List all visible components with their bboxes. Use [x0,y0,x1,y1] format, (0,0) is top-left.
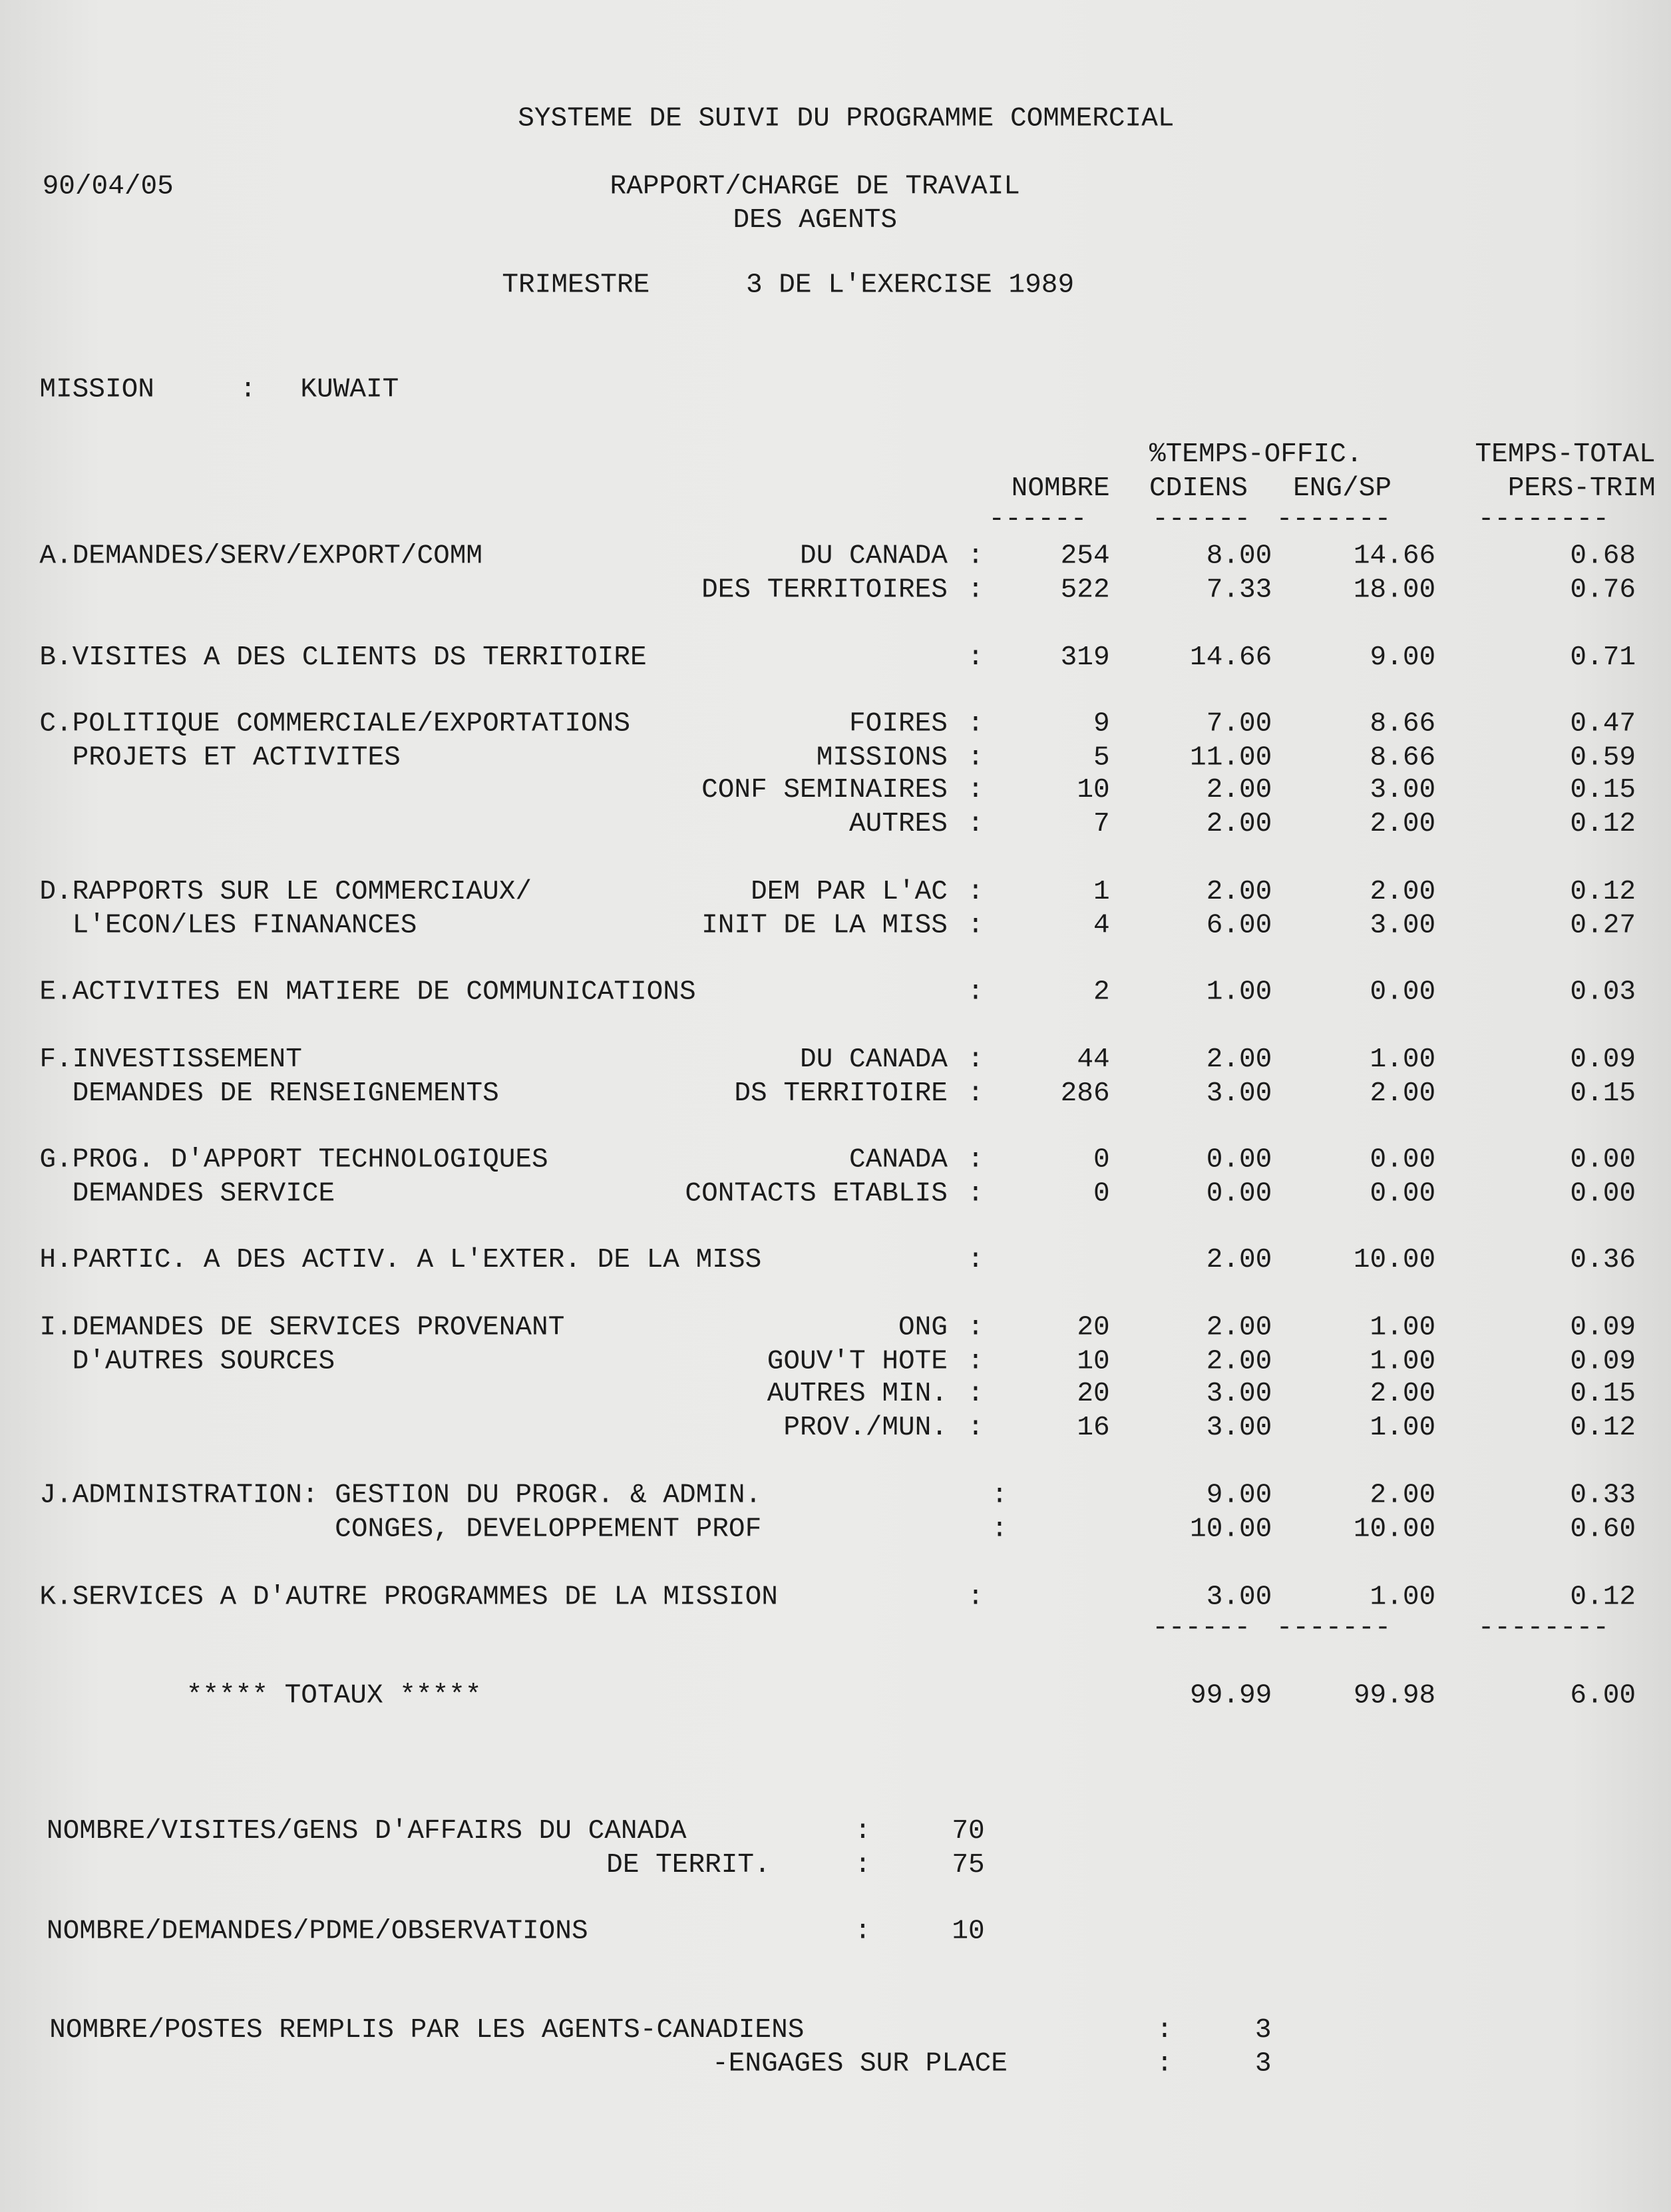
perstrim-rule: -------- [1477,503,1609,535]
row-nombre: 20 [1077,1311,1110,1343]
row-engsp: 1.00 [1370,1412,1436,1443]
row-engsp: 8.66 [1370,708,1436,740]
row-label: I.DEMANDES DE SERVICES PROVENANT [39,1311,565,1343]
row-colon: : [967,573,984,605]
row-colon: : [967,642,984,673]
row-cdiens: 2.00 [1206,1044,1272,1075]
row-colon: : [967,540,984,572]
row-nombre: 286 [1060,1077,1110,1108]
perstrim-total-rule: -------- [1477,1612,1609,1644]
row-perstrim: 0.12 [1570,1581,1636,1613]
row-nombre: 254 [1060,540,1110,572]
totals-engsp: 99.98 [1353,1679,1436,1711]
row-colon: : [967,909,984,941]
row-perstrim: 0.36 [1570,1243,1636,1275]
row-engsp: 1.00 [1370,1311,1436,1343]
row-perstrim: 0.09 [1570,1345,1636,1377]
row-engsp: 0.00 [1370,976,1436,1007]
pdme-label: NOMBRE/DEMANDES/PDME/OBSERVATIONS [46,1915,588,1947]
row-sublabel: CONF SEMINAIRES [701,775,948,806]
row-perstrim: 0.00 [1570,1177,1636,1209]
row-label: J.ADMINISTRATION: GESTION DU PROGR. & ADMIN. [39,1479,762,1511]
row-engsp: 2.00 [1370,1479,1436,1511]
row-cdiens: 3.00 [1206,1077,1272,1108]
row-sublabel: DU CANADA [800,1044,948,1075]
postes-value: 3 [1254,2014,1272,2046]
row-label: D.RAPPORTS SUR LE COMMERCIAUX/ [39,875,532,907]
engsp-rule: ------- [1276,503,1392,535]
row-cdiens: 2.00 [1206,808,1272,840]
row-engsp: 1.00 [1370,1345,1436,1377]
row-engsp: 1.00 [1370,1581,1436,1613]
row-engsp: 9.00 [1370,642,1436,673]
row-cdiens: 9.00 [1206,1479,1272,1511]
row-label: D'AUTRES SOURCES [39,1345,335,1377]
row-cdiens: 2.00 [1206,1311,1272,1343]
row-cdiens: 7.33 [1206,573,1272,605]
row-cdiens: 6.00 [1206,909,1272,941]
row-engsp: 18.00 [1353,573,1436,605]
row-label: H.PARTIC. A DES ACTIV. A L'EXTER. DE LA MISS [39,1243,762,1275]
row-perstrim: 0.76 [1570,573,1636,605]
row-label: A.DEMANDES/SERV/EXPORT/COMM [39,540,483,572]
row-nombre: 7 [1093,808,1110,840]
row-nombre: 10 [1077,1345,1110,1377]
row-perstrim: 0.09 [1570,1311,1636,1343]
row-cdiens: 0.00 [1206,1177,1272,1209]
row-label: G.PROG. D'APPORT TECHNOLOGIQUES [39,1144,548,1176]
row-nombre: 10 [1077,775,1110,806]
row-nombre: 1 [1093,875,1110,907]
row-cdiens: 1.00 [1206,976,1272,1007]
perstrim-header: PERS-TRIM [1507,472,1656,504]
row-label: C.POLITIQUE COMMERCIALE/EXPORTATIONS [39,708,630,740]
row-perstrim: 0.33 [1570,1479,1636,1511]
engsp-total-rule: ------- [1276,1612,1392,1644]
row-perstrim: 0.71 [1570,642,1636,673]
mission-separator: : [240,373,256,405]
row-cdiens: 7.00 [1206,708,1272,740]
row-cdiens: 3.00 [1206,1412,1272,1443]
report-title-line-2: DES AGENTS [733,204,898,236]
quarter-value: 3 DE L'EXERCISE 1989 [745,269,1075,301]
row-cdiens: 2.00 [1206,775,1272,806]
row-colon: : [967,775,984,806]
report-title-line-1: RAPPORT/CHARGE DE TRAVAIL [610,170,1020,202]
row-sublabel: FOIRES [849,708,948,740]
row-cdiens: 14.66 [1190,642,1272,673]
visits-territ-label: DE TERRIT. [606,1849,771,1880]
row-colon: : [967,808,984,840]
engsp-header: ENG/SP [1293,472,1392,504]
row-label: CONGES, DEVELOPPEMENT PROF [39,1513,762,1544]
cdiens-total-rule: ------ [1152,1612,1251,1644]
row-cdiens: 10.00 [1190,1513,1272,1544]
row-perstrim: 0.15 [1570,1077,1636,1108]
row-engsp: 1.00 [1370,1044,1436,1075]
mission-label: MISSION [39,373,154,405]
pct-time-header: %TEMPS-OFFIC. [1149,439,1363,470]
row-nombre: 319 [1060,642,1110,673]
totals-label: ***** TOTAUX ***** [186,1679,482,1711]
row-sublabel: GOUV'T HOTE [767,1345,948,1377]
engages-value: 3 [1254,2048,1272,2080]
row-perstrim: 0.68 [1570,540,1636,572]
visits-label: NOMBRE/VISITES/GENS D'AFFAIRS DU CANADA [46,1815,687,1847]
row-label: DEMANDES DE RENSEIGNEMENTS [39,1077,499,1108]
report-date: 90/04/05 [42,170,174,202]
nombre-rule: ------ [988,503,1087,535]
mission-value: KUWAIT [300,373,399,405]
row-colon: : [991,1513,1008,1544]
row-perstrim: 0.15 [1570,1379,1636,1410]
row-colon: : [967,1581,984,1613]
row-engsp: 10.00 [1353,1513,1436,1544]
row-engsp: 3.00 [1370,775,1436,806]
row-nombre: 5 [1093,741,1110,773]
row-nombre: 0 [1093,1144,1110,1176]
row-colon: : [967,875,984,907]
row-perstrim: 0.00 [1570,1144,1636,1176]
row-label: B.VISITES A DES CLIENTS DS TERRITOIRE [39,642,647,673]
row-sublabel: CONTACTS ETABLIS [685,1177,948,1209]
row-nombre: 44 [1077,1044,1110,1075]
row-label: K.SERVICES A D'AUTRE PROGRAMMES DE LA MISSION [39,1581,778,1613]
row-cdiens: 3.00 [1206,1581,1272,1613]
row-perstrim: 0.09 [1570,1044,1636,1075]
system-title: SYSTEME DE SUIVI DU PROGRAMME COMMERCIAL [518,103,1175,134]
row-engsp: 0.00 [1370,1144,1436,1176]
row-colon: : [967,1412,984,1443]
pdme-value: 10 [952,1915,985,1947]
row-colon: : [967,1379,984,1410]
row-nombre: 0 [1093,1177,1110,1209]
row-label: L'ECON/LES FINANANCES [39,909,417,941]
row-nombre: 4 [1093,909,1110,941]
row-engsp: 2.00 [1370,808,1436,840]
row-nombre: 2 [1093,976,1110,1007]
row-colon: : [967,976,984,1007]
row-perstrim: 0.27 [1570,909,1636,941]
row-label: DEMANDES SERVICE [39,1177,335,1209]
totals-perstrim: 6.00 [1570,1679,1636,1711]
row-cdiens: 8.00 [1206,540,1272,572]
row-nombre: 522 [1060,573,1110,605]
row-cdiens: 2.00 [1206,875,1272,907]
row-perstrim: 0.03 [1570,976,1636,1007]
row-perstrim: 0.12 [1570,875,1636,907]
visits-sep: : [854,1815,871,1847]
row-colon: : [967,1044,984,1075]
visits-territ-sep: : [854,1849,871,1880]
row-colon: : [967,741,984,773]
total-time-header: TEMPS-TOTAL [1475,439,1656,470]
row-perstrim: 0.12 [1570,1412,1636,1443]
row-sublabel: ONG [898,1311,948,1343]
row-perstrim: 0.47 [1570,708,1636,740]
quarter-label: TRIMESTRE [502,269,650,301]
row-sublabel: AUTRES [849,808,948,840]
row-engsp: 0.00 [1370,1177,1436,1209]
cdiens-header: CDIENS [1149,472,1248,504]
row-nombre: 20 [1077,1379,1110,1410]
row-engsp: 2.00 [1370,1077,1436,1108]
row-colon: : [967,1243,984,1275]
row-sublabel: AUTRES MIN. [767,1379,948,1410]
row-sublabel: MISSIONS [816,741,948,773]
row-colon: : [967,1345,984,1377]
row-colon: : [991,1479,1008,1511]
row-sublabel: DEM PAR L'AC [751,875,948,907]
row-cdiens: 2.00 [1206,1345,1272,1377]
row-cdiens: 0.00 [1206,1144,1272,1176]
postes-label: NOMBRE/POSTES REMPLIS PAR LES AGENTS-CANADIENS [49,2014,805,2046]
engages-sep: : [1156,2048,1173,2080]
row-perstrim: 0.60 [1570,1513,1636,1544]
row-sublabel: CANADA [849,1144,948,1176]
row-nombre: 16 [1077,1412,1110,1443]
postes-sep: : [1156,2014,1173,2046]
row-label: E.ACTIVITES EN MATIERE DE COMMUNICATIONS [39,976,696,1007]
row-sublabel: DES TERRITOIRES [701,573,948,605]
row-engsp: 2.00 [1370,1379,1436,1410]
row-colon: : [967,1311,984,1343]
row-cdiens: 2.00 [1206,1243,1272,1275]
totals-cdiens: 99.99 [1190,1679,1272,1711]
engages-label: -ENGAGES SUR PLACE [712,2048,1008,2080]
row-engsp: 14.66 [1353,540,1436,572]
row-perstrim: 0.59 [1570,741,1636,773]
visits-canada-value: 70 [952,1815,985,1847]
row-colon: : [967,1077,984,1108]
row-cdiens: 3.00 [1206,1379,1272,1410]
row-label: F.INVESTISSEMENT [39,1044,302,1075]
row-engsp: 10.00 [1353,1243,1436,1275]
row-colon: : [967,1144,984,1176]
row-sublabel: DS TERRITOIRE [734,1077,948,1108]
nombre-header: NOMBRE [1011,472,1110,504]
row-nombre: 9 [1093,708,1110,740]
row-sublabel: PROV./MUN. [783,1412,948,1443]
pdme-sep: : [854,1915,871,1947]
row-perstrim: 0.15 [1570,775,1636,806]
row-perstrim: 0.12 [1570,808,1636,840]
row-colon: : [967,1177,984,1209]
row-sublabel: DU CANADA [800,540,948,572]
row-engsp: 3.00 [1370,909,1436,941]
cdiens-rule: ------ [1152,503,1251,535]
row-label: PROJETS ET ACTIVITES [39,741,401,773]
row-engsp: 8.66 [1370,741,1436,773]
row-sublabel: INIT DE LA MISS [701,909,948,941]
row-engsp: 2.00 [1370,875,1436,907]
row-cdiens: 11.00 [1190,741,1272,773]
row-colon: : [967,708,984,740]
visits-territ-value: 75 [952,1849,985,1880]
